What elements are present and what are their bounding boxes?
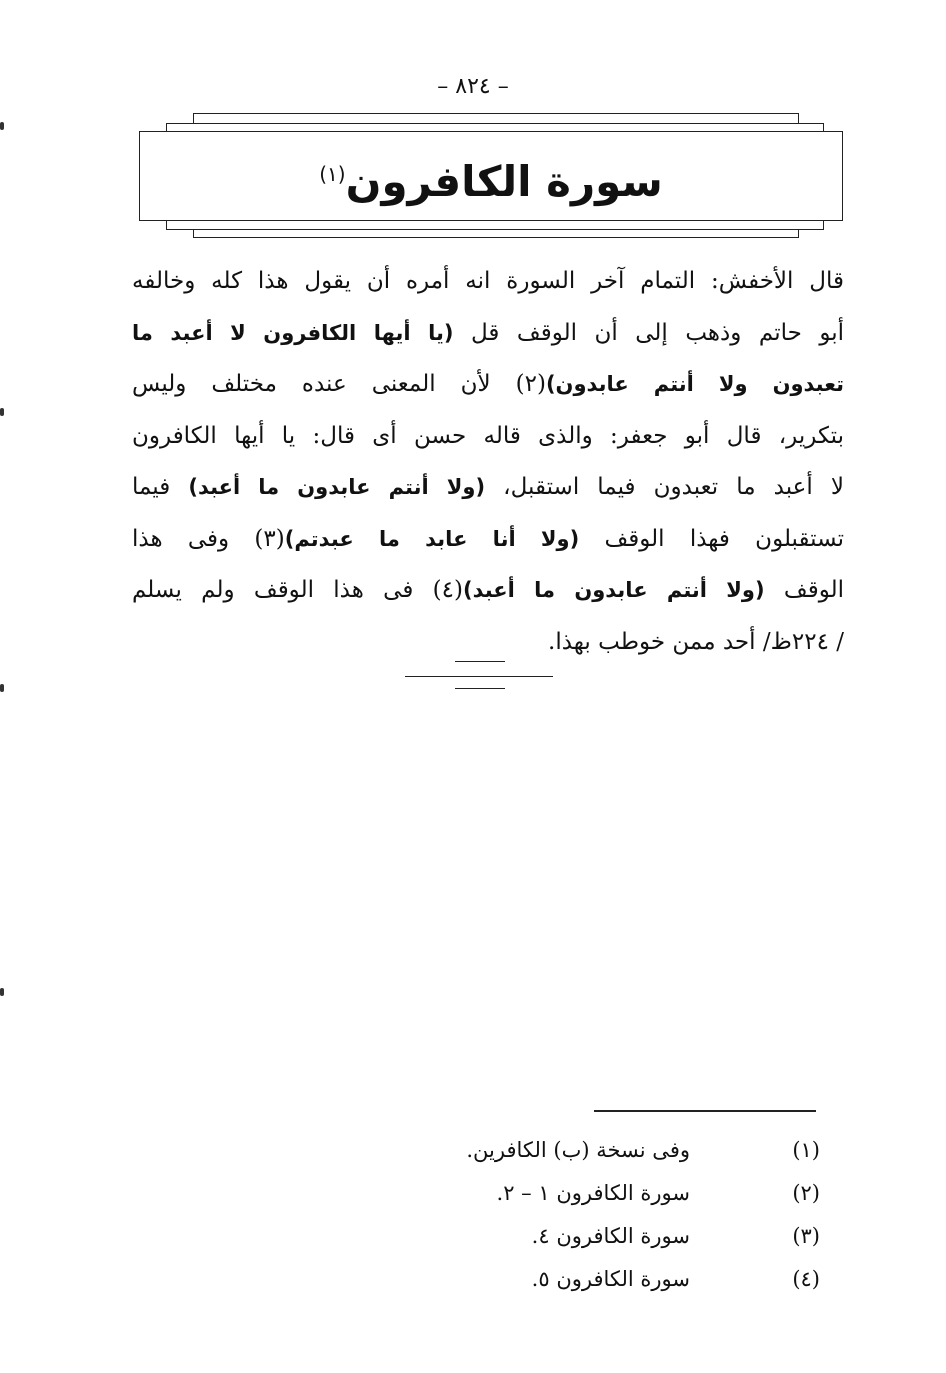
chapter-title-footnote-ref: (١) [319,162,346,186]
footnote-text: سورة الكافرون ٤. [531,1223,690,1248]
title-frame-outer-bottom [193,229,799,238]
body-segment: أبو حاتم وذهب إلى أن الوقف قل [453,319,845,346]
body-segment: / ٢٢٤ظ/ أحد ممن خوطب بهذا. [548,628,844,655]
body-line [132,308,844,360]
page-number: – ٨٢٤ – [437,74,509,99]
footnote-text: وفى نسخة (ب) الكافرين. [466,1137,690,1162]
ornament-line-1 [455,661,505,662]
quran-quote: (يا أيها الكافرون لا أعبد ما [132,320,454,345]
body-segment: قال الأخفش: التمام آخر السورة انه أمره أن يقول هذا كله وخالفه [132,268,844,294]
body-line [132,359,844,411]
quran-quote: تعبدون ولا أنتم عابدون) [545,372,844,396]
chapter-title [140,142,842,214]
edge-mark [0,988,4,996]
body-segment: الوقف [764,577,844,603]
body-line [132,462,844,514]
footnote-row [380,1257,820,1300]
quran-quote: (ولا أنا عابد ما عبدتم) [284,526,580,551]
footnotes [380,1128,820,1300]
footnote-text: سورة الكافرون ١ – ٢. [496,1180,690,1205]
quran-quote: (ولا أنتم عابدون ما أعبد) [188,475,486,499]
footnote-rule [594,1110,816,1112]
body-line [132,565,844,617]
body-segment: فيما [132,474,189,500]
footnote-number: (٤) [792,1266,820,1291]
footnote-row [380,1171,820,1214]
quran-quote: (ولا أنتم عابدون ما أعبد) [462,578,765,602]
footnote-row [380,1128,820,1171]
footnote-row [380,1214,820,1257]
footnote-number: (١) [792,1137,820,1162]
body-line [132,514,844,566]
body-segment: (٣) وفى هذا [132,525,285,552]
edge-mark [0,408,4,416]
body-line [132,411,844,463]
footnote-text: سورة الكافرون ٥. [531,1266,690,1291]
body-line [132,256,844,308]
ornament-line-3 [455,688,505,689]
chapter-title-text: سورة الكافرون [345,157,663,206]
body-segment: لا أعبد ما تعبدون فيما استقبل، [485,474,844,500]
edge-mark [0,122,4,130]
body-segment: (٢) لأن المعنى عنده مختلف وليس [132,371,546,397]
footnote-number: (٢) [792,1180,820,1205]
footnote-number: (٣) [792,1223,820,1248]
edge-mark [0,684,4,692]
body-segment: (٤) فى هذا الوقف ولم يسلم [132,577,463,603]
ornament-line-2 [405,676,553,677]
body-segment: بتكرير، قال أبو جعفر: والذى قاله حسن أى قال: يا أيها الكافرون [132,422,844,449]
body-segment: تستقبلون فهذا الوقف [579,525,844,552]
title-box [139,131,843,221]
body-text [132,256,844,668]
